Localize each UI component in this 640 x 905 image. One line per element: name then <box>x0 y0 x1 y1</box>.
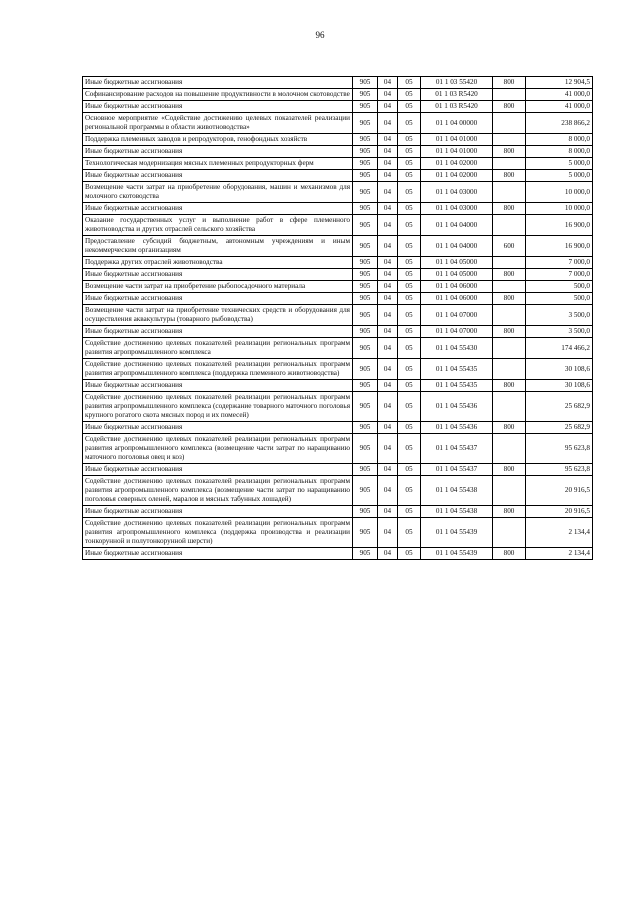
section-code-cell: 04 <box>378 422 398 434</box>
row-name-cell: Иные бюджетные ассигнования <box>83 464 353 476</box>
section-code-cell: 04 <box>378 506 398 518</box>
target-article-cell: 01 1 04 07000 <box>421 305 493 326</box>
amount-cell: 3 500,0 <box>526 305 593 326</box>
row-name-cell: Иные бюджетные ассигнования <box>83 146 353 158</box>
section-code-cell: 04 <box>378 434 398 464</box>
ministry-code-cell: 905 <box>353 257 378 269</box>
table-row <box>83 89 593 101</box>
target-article-cell: 01 1 04 55437 <box>421 464 493 476</box>
table-row <box>83 359 593 380</box>
section-code-cell: 04 <box>378 77 398 89</box>
table-row <box>83 506 593 518</box>
amount-cell: 500,0 <box>526 281 593 293</box>
expense-type-cell: 800 <box>493 380 526 392</box>
target-article-cell: 01 1 04 06000 <box>421 293 493 305</box>
amount-cell: 500,0 <box>526 293 593 305</box>
ministry-code-cell: 905 <box>353 392 378 422</box>
target-article-cell: 01 1 04 04000 <box>421 215 493 236</box>
target-article-cell: 01 1 04 55438 <box>421 506 493 518</box>
subsection-code-cell: 05 <box>398 158 421 170</box>
table-row <box>83 548 593 560</box>
subsection-code-cell: 05 <box>398 113 421 134</box>
budget-table-body <box>83 77 593 560</box>
target-article-cell: 01 1 04 05000 <box>421 269 493 281</box>
amount-cell: 12 904,5 <box>526 77 593 89</box>
expense-type-cell: 800 <box>493 170 526 182</box>
amount-cell: 8 000,0 <box>526 134 593 146</box>
amount-cell: 3 500,0 <box>526 326 593 338</box>
section-code-cell: 04 <box>378 203 398 215</box>
table-row <box>83 77 593 89</box>
expense-type-cell <box>493 158 526 170</box>
ministry-code-cell: 905 <box>353 464 378 476</box>
amount-cell: 25 682,9 <box>526 422 593 434</box>
amount-cell: 30 108,6 <box>526 359 593 380</box>
table-row <box>83 170 593 182</box>
expense-type-cell <box>493 281 526 293</box>
table-row <box>83 134 593 146</box>
row-name-cell: Содействие достижению целевых показателей реализации региональных программ развития агропромышленного комплекса (поддержка производства и реализации тонкорунной и полутонкорунной шерсти) <box>83 518 353 548</box>
table-row <box>83 422 593 434</box>
row-name-cell: Предоставление субсидий бюджетным, автономным учреждениям и иным некоммерческим организациям <box>83 236 353 257</box>
subsection-code-cell: 05 <box>398 476 421 506</box>
table-row <box>83 326 593 338</box>
target-article-cell: 01 1 04 55436 <box>421 392 493 422</box>
expense-type-cell <box>493 392 526 422</box>
subsection-code-cell: 05 <box>398 269 421 281</box>
ministry-code-cell: 905 <box>353 476 378 506</box>
subsection-code-cell: 05 <box>398 101 421 113</box>
section-code-cell: 04 <box>378 359 398 380</box>
section-code-cell: 04 <box>378 392 398 422</box>
amount-cell: 2 134,4 <box>526 548 593 560</box>
row-name-cell: Возмещение части затрат на приобретение оборудования, машин и механизмов для молочного скотоводства <box>83 182 353 203</box>
section-code-cell: 04 <box>378 464 398 476</box>
row-name-cell: Иные бюджетные ассигнования <box>83 269 353 281</box>
amount-cell: 25 682,9 <box>526 392 593 422</box>
target-article-cell: 01 1 04 55430 <box>421 338 493 359</box>
expense-type-cell: 800 <box>493 293 526 305</box>
expense-type-cell <box>493 518 526 548</box>
row-name-cell: Содействие достижению целевых показателей реализации региональных программ развития агропромышленного комплекса (содержание товарного маточного поголовья крупного рогатого скота мясных пород и их помесей) <box>83 392 353 422</box>
table-row <box>83 305 593 326</box>
amount-cell: 238 866,2 <box>526 113 593 134</box>
expense-type-cell: 800 <box>493 101 526 113</box>
expense-type-cell: 800 <box>493 422 526 434</box>
amount-cell: 95 623,8 <box>526 464 593 476</box>
ministry-code-cell: 905 <box>353 281 378 293</box>
amount-cell: 95 623,8 <box>526 434 593 464</box>
subsection-code-cell: 05 <box>398 359 421 380</box>
table-row <box>83 236 593 257</box>
amount-cell: 8 000,0 <box>526 146 593 158</box>
target-article-cell: 01 1 04 55437 <box>421 434 493 464</box>
target-article-cell: 01 1 03 R5420 <box>421 89 493 101</box>
row-name-cell: Иные бюджетные ассигнования <box>83 326 353 338</box>
expense-type-cell <box>493 338 526 359</box>
row-name-cell: Иные бюджетные ассигнования <box>83 380 353 392</box>
row-name-cell: Содействие достижению целевых показателей реализации региональных программ развития агропромышленного комплекса (возмещение части затрат по наращиванию маточного поголовья овец и коз) <box>83 434 353 464</box>
subsection-code-cell: 05 <box>398 293 421 305</box>
expense-type-cell <box>493 434 526 464</box>
ministry-code-cell: 905 <box>353 434 378 464</box>
ministry-code-cell: 905 <box>353 215 378 236</box>
expense-type-cell: 800 <box>493 269 526 281</box>
subsection-code-cell: 05 <box>398 257 421 269</box>
row-name-cell: Иные бюджетные ассигнования <box>83 170 353 182</box>
row-name-cell: Иные бюджетные ассигнования <box>83 548 353 560</box>
row-name-cell: Поддержка других отраслей животноводства <box>83 257 353 269</box>
subsection-code-cell: 05 <box>398 305 421 326</box>
expense-type-cell <box>493 359 526 380</box>
subsection-code-cell: 05 <box>398 548 421 560</box>
ministry-code-cell: 905 <box>353 518 378 548</box>
table-row <box>83 380 593 392</box>
subsection-code-cell: 05 <box>398 506 421 518</box>
row-name-cell: Иные бюджетные ассигнования <box>83 506 353 518</box>
expense-type-cell: 800 <box>493 548 526 560</box>
section-code-cell: 04 <box>378 170 398 182</box>
amount-cell: 10 000,0 <box>526 182 593 203</box>
ministry-code-cell: 905 <box>353 101 378 113</box>
target-article-cell: 01 1 04 01000 <box>421 134 493 146</box>
amount-cell: 30 108,6 <box>526 380 593 392</box>
subsection-code-cell: 05 <box>398 380 421 392</box>
section-code-cell: 04 <box>378 89 398 101</box>
section-code-cell: 04 <box>378 101 398 113</box>
expense-type-cell <box>493 113 526 134</box>
expense-type-cell: 600 <box>493 236 526 257</box>
section-code-cell: 04 <box>378 518 398 548</box>
amount-cell: 7 000,0 <box>526 257 593 269</box>
subsection-code-cell: 05 <box>398 338 421 359</box>
target-article-cell: 01 1 04 01000 <box>421 146 493 158</box>
row-name-cell: Иные бюджетные ассигнования <box>83 101 353 113</box>
table-row <box>83 293 593 305</box>
ministry-code-cell: 905 <box>353 359 378 380</box>
section-code-cell: 04 <box>378 113 398 134</box>
subsection-code-cell: 05 <box>398 392 421 422</box>
subsection-code-cell: 05 <box>398 236 421 257</box>
target-article-cell: 01 1 04 07000 <box>421 326 493 338</box>
expense-type-cell: 800 <box>493 146 526 158</box>
ministry-code-cell: 905 <box>353 548 378 560</box>
target-article-cell: 01 1 04 03000 <box>421 203 493 215</box>
section-code-cell: 04 <box>378 293 398 305</box>
expense-type-cell <box>493 476 526 506</box>
ministry-code-cell: 905 <box>353 326 378 338</box>
target-article-cell: 01 1 04 55435 <box>421 359 493 380</box>
ministry-code-cell: 905 <box>353 269 378 281</box>
row-name-cell: Возмещение части затрат на приобретение технических средств и оборудования для осуществления аквакультуры (товарного рыбоводства) <box>83 305 353 326</box>
table-row <box>83 464 593 476</box>
target-article-cell: 01 1 04 03000 <box>421 182 493 203</box>
subsection-code-cell: 05 <box>398 146 421 158</box>
amount-cell: 16 900,0 <box>526 236 593 257</box>
expense-type-cell: 800 <box>493 203 526 215</box>
table-row <box>83 158 593 170</box>
expense-type-cell: 800 <box>493 506 526 518</box>
section-code-cell: 04 <box>378 134 398 146</box>
ministry-code-cell: 905 <box>353 134 378 146</box>
table-row <box>83 476 593 506</box>
target-article-cell: 01 1 04 55439 <box>421 518 493 548</box>
ministry-code-cell: 905 <box>353 338 378 359</box>
table-row <box>83 182 593 203</box>
subsection-code-cell: 05 <box>398 89 421 101</box>
section-code-cell: 04 <box>378 281 398 293</box>
row-name-cell: Содействие достижению целевых показателей реализации региональных программ развития агропромышленного комплекса (поддержка племенного животноводства) <box>83 359 353 380</box>
row-name-cell: Возмещение части затрат на приобретение рыбопосадочного материала <box>83 281 353 293</box>
table-row <box>83 101 593 113</box>
target-article-cell: 01 1 04 06000 <box>421 281 493 293</box>
table-row <box>83 269 593 281</box>
expense-type-cell <box>493 215 526 236</box>
amount-cell: 20 916,5 <box>526 476 593 506</box>
row-name-cell: Основное мероприятие «Содействие достижению целевых показателей реализации региональной программы в области животноводства» <box>83 113 353 134</box>
section-code-cell: 04 <box>378 476 398 506</box>
table-row <box>83 257 593 269</box>
amount-cell: 20 916,5 <box>526 506 593 518</box>
row-name-cell: Оказание государственных услуг и выполнение работ в сфере племенного животноводства и других отраслей сельского хозяйства <box>83 215 353 236</box>
target-article-cell: 01 1 04 55438 <box>421 476 493 506</box>
row-name-cell: Поддержка племенных заводов и репродукторов, генофондных хозяйств <box>83 134 353 146</box>
target-article-cell: 01 1 04 02000 <box>421 170 493 182</box>
amount-cell: 5 000,0 <box>526 158 593 170</box>
target-article-cell: 01 1 04 55435 <box>421 380 493 392</box>
table-row <box>83 518 593 548</box>
section-code-cell: 04 <box>378 158 398 170</box>
section-code-cell: 04 <box>378 326 398 338</box>
amount-cell: 7 000,0 <box>526 269 593 281</box>
amount-cell: 10 000,0 <box>526 203 593 215</box>
expense-type-cell <box>493 134 526 146</box>
table-row <box>83 392 593 422</box>
subsection-code-cell: 05 <box>398 170 421 182</box>
ministry-code-cell: 905 <box>353 422 378 434</box>
ministry-code-cell: 905 <box>353 305 378 326</box>
subsection-code-cell: 05 <box>398 182 421 203</box>
amount-cell: 174 466,2 <box>526 338 593 359</box>
section-code-cell: 04 <box>378 338 398 359</box>
expense-type-cell <box>493 305 526 326</box>
ministry-code-cell: 905 <box>353 158 378 170</box>
target-article-cell: 01 1 04 05000 <box>421 257 493 269</box>
page-number: 96 <box>315 30 325 40</box>
ministry-code-cell: 905 <box>353 236 378 257</box>
row-name-cell: Содействие достижению целевых показателей реализации региональных программ развития агропромышленного комплекса (возмещение части затрат по наращиванию поголовья северных оленей, маралов и мясных табунных лошадей) <box>83 476 353 506</box>
expense-type-cell: 800 <box>493 464 526 476</box>
ministry-code-cell: 905 <box>353 89 378 101</box>
section-code-cell: 04 <box>378 305 398 326</box>
table-row <box>83 146 593 158</box>
subsection-code-cell: 05 <box>398 203 421 215</box>
ministry-code-cell: 905 <box>353 293 378 305</box>
expense-type-cell <box>493 257 526 269</box>
ministry-code-cell: 905 <box>353 506 378 518</box>
target-article-cell: 01 1 04 55439 <box>421 548 493 560</box>
ministry-code-cell: 905 <box>353 170 378 182</box>
section-code-cell: 04 <box>378 269 398 281</box>
target-article-cell: 01 1 04 00000 <box>421 113 493 134</box>
ministry-code-cell: 905 <box>353 182 378 203</box>
section-code-cell: 04 <box>378 548 398 560</box>
table-row <box>83 281 593 293</box>
subsection-code-cell: 05 <box>398 77 421 89</box>
table-row <box>83 434 593 464</box>
target-article-cell: 01 1 03 R5420 <box>421 101 493 113</box>
ministry-code-cell: 905 <box>353 146 378 158</box>
section-code-cell: 04 <box>378 182 398 203</box>
section-code-cell: 04 <box>378 146 398 158</box>
row-name-cell: Содействие достижению целевых показателей реализации региональных программ развития агропромышленного комплекса <box>83 338 353 359</box>
ministry-code-cell: 905 <box>353 113 378 134</box>
target-article-cell: 01 1 03 55420 <box>421 77 493 89</box>
ministry-code-cell: 905 <box>353 203 378 215</box>
row-name-cell: Иные бюджетные ассигнования <box>83 77 353 89</box>
table-row <box>83 215 593 236</box>
expense-type-cell: 800 <box>493 326 526 338</box>
target-article-cell: 01 1 04 02000 <box>421 158 493 170</box>
subsection-code-cell: 05 <box>398 281 421 293</box>
row-name-cell: Софинансирование расходов на повышение продуктивности в молочном скотоводстве <box>83 89 353 101</box>
subsection-code-cell: 05 <box>398 434 421 464</box>
table-row <box>83 113 593 134</box>
subsection-code-cell: 05 <box>398 326 421 338</box>
subsection-code-cell: 05 <box>398 215 421 236</box>
amount-cell: 41 000,0 <box>526 101 593 113</box>
section-code-cell: 04 <box>378 380 398 392</box>
subsection-code-cell: 05 <box>398 518 421 548</box>
row-name-cell: Иные бюджетные ассигнования <box>83 422 353 434</box>
section-code-cell: 04 <box>378 257 398 269</box>
ministry-code-cell: 905 <box>353 380 378 392</box>
row-name-cell: Иные бюджетные ассигнования <box>83 203 353 215</box>
section-code-cell: 04 <box>378 236 398 257</box>
subsection-code-cell: 05 <box>398 422 421 434</box>
expense-type-cell: 800 <box>493 77 526 89</box>
subsection-code-cell: 05 <box>398 134 421 146</box>
table-row <box>83 203 593 215</box>
subsection-code-cell: 05 <box>398 464 421 476</box>
amount-cell: 16 900,0 <box>526 215 593 236</box>
budget-table <box>82 76 593 560</box>
expense-type-cell <box>493 182 526 203</box>
amount-cell: 2 134,4 <box>526 518 593 548</box>
row-name-cell: Технологическая модернизация мясных племенных репродукторных ферм <box>83 158 353 170</box>
target-article-cell: 01 1 04 04000 <box>421 236 493 257</box>
expense-type-cell <box>493 89 526 101</box>
ministry-code-cell: 905 <box>353 77 378 89</box>
amount-cell: 41 000,0 <box>526 89 593 101</box>
table-row <box>83 338 593 359</box>
section-code-cell: 04 <box>378 215 398 236</box>
row-name-cell: Иные бюджетные ассигнования <box>83 293 353 305</box>
amount-cell: 5 000,0 <box>526 170 593 182</box>
target-article-cell: 01 1 04 55436 <box>421 422 493 434</box>
